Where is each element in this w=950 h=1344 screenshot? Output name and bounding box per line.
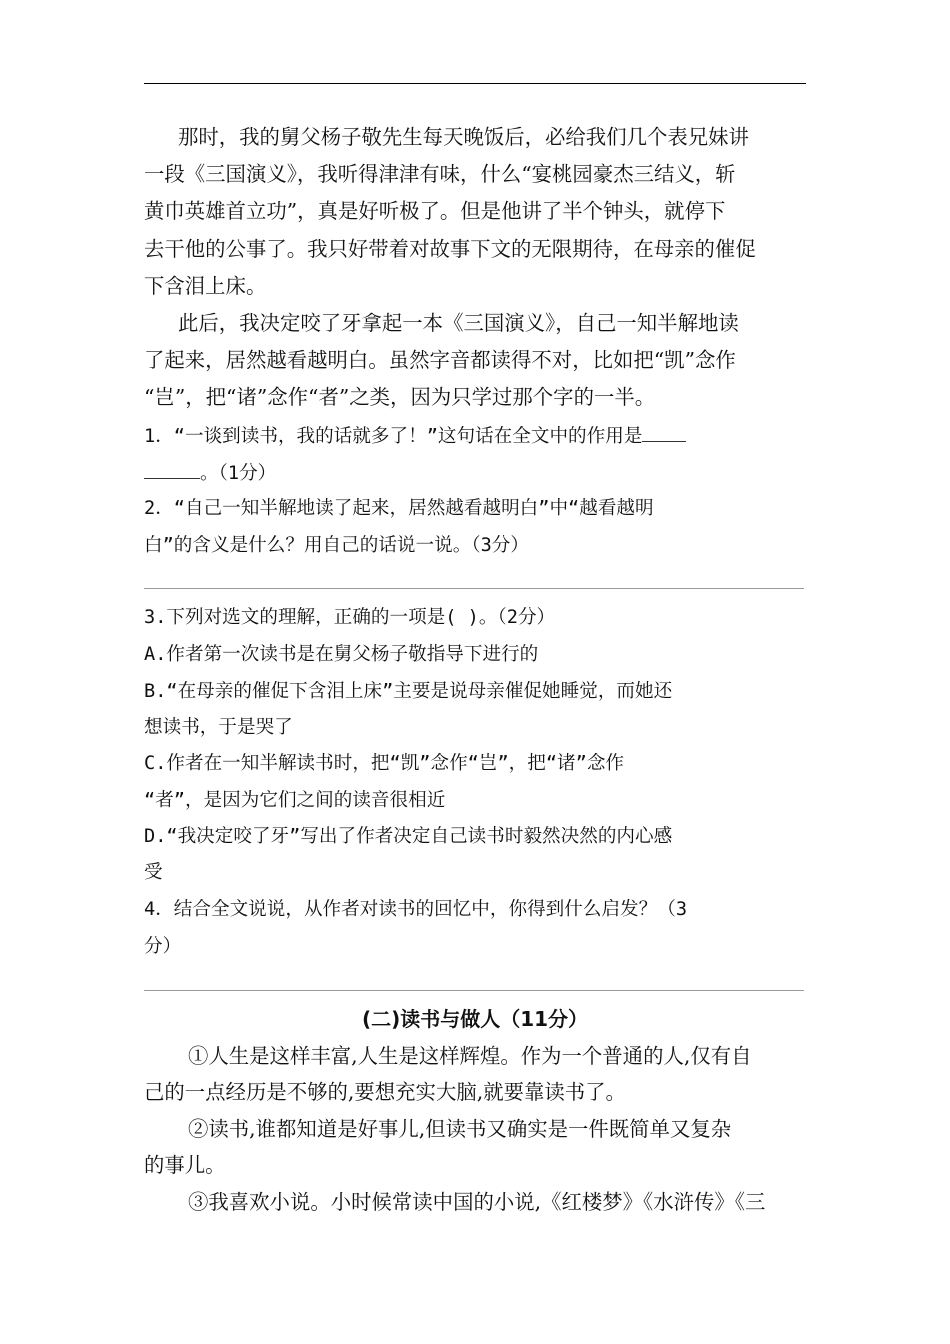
answer-line[interactable] bbox=[144, 588, 804, 589]
passage-line: 黄巾英雄首立功”，真是好听极了。但是他讲了半个钟头，就停下 bbox=[144, 199, 726, 223]
option-d: D.“我决定咬了牙”写出了作者决定自己读书时毅然决然的内心感 bbox=[144, 826, 673, 847]
answer-blank[interactable] bbox=[144, 460, 200, 479]
option-b: 想读书，于是哭了 bbox=[144, 717, 293, 738]
question-3: 3.下列对选文的理解，正确的一项是( )。（2分） bbox=[144, 607, 556, 628]
passage-line: 一段《三国演义》，我听得津津有味，什么“宴桃园豪杰三结义，斩 bbox=[144, 162, 736, 186]
passage-line: ③我喜欢小说。小时候常读中国的小说,《红楼梦》《水浒传》《三 bbox=[188, 1190, 766, 1214]
answer-blank[interactable] bbox=[642, 423, 686, 442]
option-d: 受 bbox=[144, 862, 163, 883]
passage-line: 了起来，居然越看越明白。虽然字音都读得不对，比如把“凯”念作 bbox=[144, 348, 736, 372]
passage-line: 下含泪上床。 bbox=[144, 274, 267, 298]
question-1-text: 1．“一谈到读书，我的话就多了！”这句话在全文中的作用是 bbox=[144, 426, 643, 447]
question-1 bbox=[144, 423, 824, 449]
question-4: 分） bbox=[144, 936, 182, 957]
question-4: 4．结合全文说说，从作者对读书的回忆中，你得到什么启发？（3 bbox=[144, 899, 688, 920]
header-rule bbox=[144, 83, 806, 84]
passage-line: 去干他的公事了。我只好带着对故事下文的无限期待，在母亲的催促 bbox=[144, 237, 756, 261]
question-1-score: 。（1分） bbox=[200, 463, 277, 484]
section-title: (二)读书与做人（11分） bbox=[361, 1007, 589, 1031]
option-c: “者”，是因为它们之间的读音很相近 bbox=[144, 790, 446, 811]
passage-line: ①人生是这样丰富,人生是这样辉煌。作为一个普通的人,仅有自 bbox=[188, 1044, 752, 1068]
passage-line: “岂”，把“诸”念作“者”之类，因为只学过那个字的一半。 bbox=[144, 385, 656, 409]
passage-line: 己的一点经历是不够的,要想充实大脑,就要靠读书了。 bbox=[144, 1080, 626, 1104]
passage-line: 的事儿。 bbox=[144, 1153, 226, 1177]
question-1-cont bbox=[144, 460, 824, 486]
passage-line: 那时，我的舅父杨子敬先生每天晚饭后，必给我们几个表兄妹讲 bbox=[178, 125, 749, 149]
option-a: A.作者第一次读书是在舅父杨子敬指导下进行的 bbox=[144, 644, 539, 665]
passage-line: 此后，我决定咬了牙拿起一本《三国演义》，自己一知半解地读 bbox=[178, 311, 739, 335]
question-2: 2．“自己一知半解地读了起来，居然越看越明白”中“越看越明 bbox=[144, 498, 654, 519]
question-2: 白”的含义是什么？用自己的话说一说。（3分） bbox=[144, 535, 529, 556]
answer-line[interactable] bbox=[144, 990, 804, 991]
option-b: B.“在母亲的催促下含泪上床”主要是说母亲催促她睡觉，而她还 bbox=[144, 681, 673, 702]
passage-line: ②读书,谁都知道是好事儿,但读书又确实是一件既简单又复杂 bbox=[188, 1117, 732, 1141]
option-c: C.作者在一知半解读书时，把“凯”念作“岂”，把“诸”念作 bbox=[144, 753, 625, 774]
